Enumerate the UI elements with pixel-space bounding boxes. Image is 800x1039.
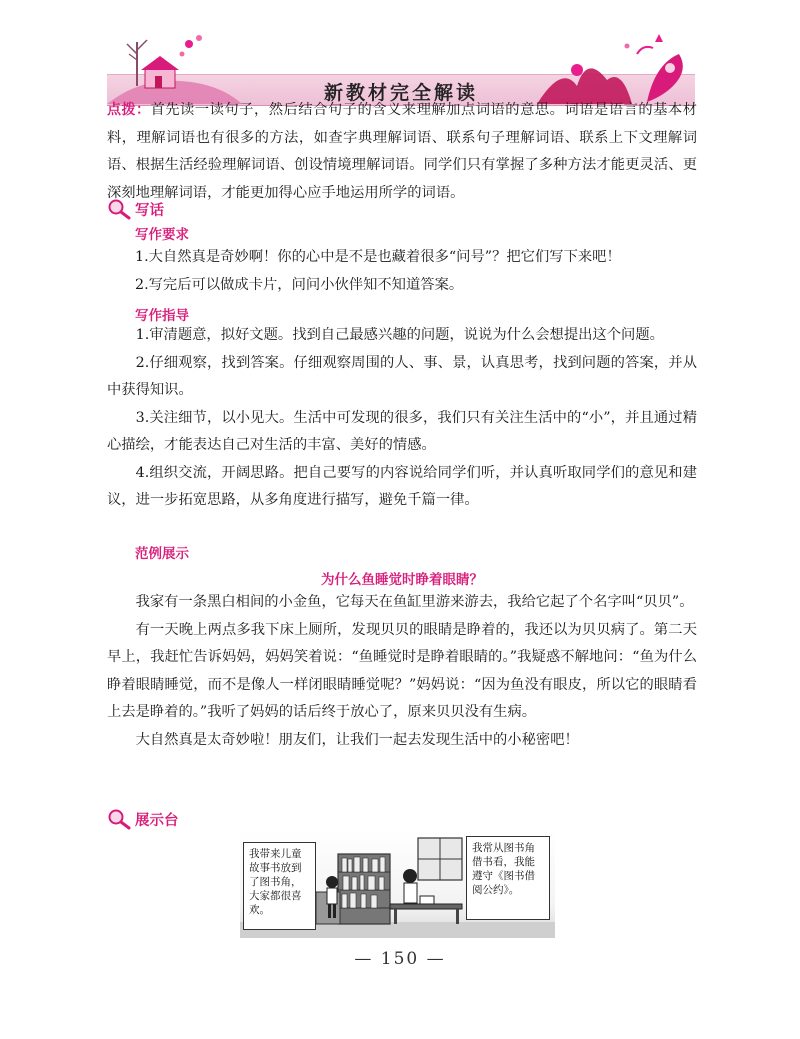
speech-bubble-left: 我带来儿童故事书放到了图书角，大家都很喜欢。 [243,842,316,930]
page-number: — 150 — [354,949,446,969]
example-title: 为什么鱼睡觉时睁着眼睛？ [321,572,483,588]
tip-text: 首先读一读句子，然后结合句子的含义来理解加点词语的意思。词语是语言的基本材料，理解词语也有很多的方法，如查字典理解词语、联系句子理解词语、联系上下文理解词语、根据生活经验理解词语、创设情境理解词语。同学们只有掌握了多种方法才能更灵活、更深刻地理解词语，才能更加得心应手地运用所学的词语。 [107,102,698,201]
magnifier-icon [107,198,131,220]
guide-item: 4.组织交流，开阔思路。把自己要写的内容说给同学们听，并认真听取同学们的意见和建议，进一步拓宽思路，从多角度进行描写，避免千篇一律。 [107,464,697,508]
guide-item: 1.审清题意，拟好文题。找到自己最感兴趣的问题，说说为什么会想提出这个问题。 [135,327,664,343]
tip-paragraph [107,97,697,207]
guide-list [107,322,697,515]
magnifier-icon [107,808,131,830]
example-heading: 范例展示 [135,546,189,562]
header-banner [107,24,695,106]
essay-paragraph: 我家有一条黑白相间的小金鱼，它每天在鱼缸里游来游去，我给它起了个名字叫“贝贝”。 [135,594,694,610]
requirement-item: 2.写完后可以做成卡片，问问小伙伴知不知道答案。 [135,277,464,293]
example-essay [107,589,697,754]
showcase-heading-text: 展示台 [135,812,179,829]
requirement-item: 1.大自然真是奇妙啊！你的心中是不是也藏着很多“问号”？把它们写下来吧！ [135,249,621,265]
writing-section-heading [107,196,164,222]
essay-paragraph: 大自然真是太奇妙啦！朋友们，让我们一起去发现生活中的小秘密吧！ [135,731,579,748]
reading-corner-illustration [240,830,555,938]
writing-heading-text: 写话 [135,202,164,219]
requirements-heading: 写作要求 [135,227,189,243]
speech-bubble-right: 我常从图书角借书看，我能遵守《图书借阅公约》。 [466,836,550,920]
tip-label: 点拨： [107,102,151,118]
guide-item: 2.仔细观察，找到答案。仔细观察周围的人、事、景，认真思考，找到问题的答案，并从中获得知识。 [107,354,697,398]
header-title: 新教材完全解读 [323,82,478,104]
showcase-section-heading [107,806,179,832]
guide-heading: 写作指导 [135,308,189,324]
guide-item: 3.关注细节，以小见大。生活中可发现的很多，我们只有关注生活中的“小”，并且通过精心描绘，才能表达自己对生活的丰富、美好的情感。 [107,409,697,453]
essay-paragraph: 有一天晚上两点多我下床上厕所，发现贝贝的眼睛是睁着的，我还以为贝贝病了。第二天早上，我赶忙告诉妈妈，妈妈笑着说：“鱼睡觉时是睁着眼睛的。”我疑惑不解地问：“鱼为什么睁着眼睛睡觉，而不是像人一样闭眼睛睡觉呢？”妈妈说：“因为鱼没有眼皮，所以它的眼睛看上去是睁着的。”我听了妈妈的话后终于放心了，原来贝贝没有生病。 [107,621,697,720]
tip-block [107,97,697,207]
